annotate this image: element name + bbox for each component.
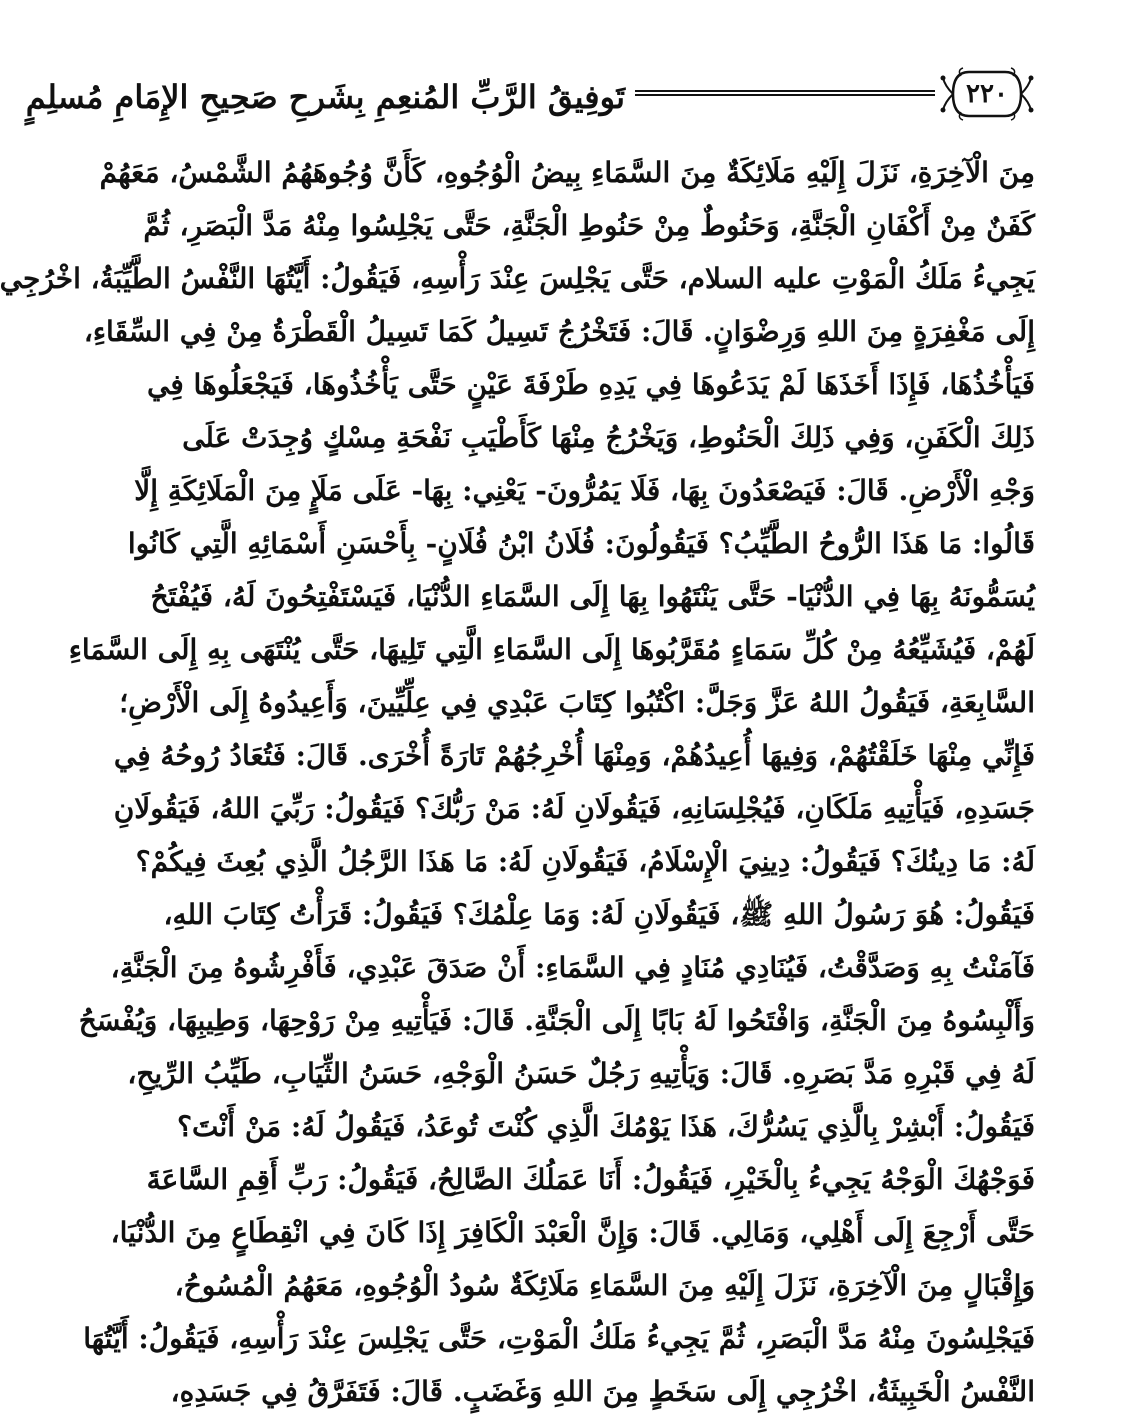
text-line: فَيَقُولُ: هُوَ رَسُولُ اللهِ ﷺ، فَيَقُولَانِ لَهُ: وَمَا عِلْمُكَ؟ فَيَقُولُ: قَرَأْتُ كِتَابَ اللهِ، <box>163 898 1035 931</box>
text-line: وَإِقْبَالٍ مِنَ الْآخِرَةِ، نَزَلَ إِلَيْهِ مِنَ السَّمَاءِ مَلَائِكَةٌ سُودُ الْوُجُوهِ، مَعَهُمُ الْمُسُوحُ، <box>174 1269 1035 1302</box>
text-line: السَّابِعَةِ، فَيَقُولُ اللهُ عَزَّ وَجَلَّ: اكْتُبُوا كِتَابَ عَبْدِي فِي عِلِّيِّينَ، وَأَعِيدُوهُ إِلَى الْأَرْضِ؛ <box>119 686 1035 719</box>
text-line: لَهُ: مَا دِينُكَ؟ فَيَقُولُ: دِينِيَ الْإِسْلَامُ، فَيَقُولَانِ لَهُ: مَا هَذَا الرَّجُلُ الَّذِي بُعِثَ فِيكُمْ؟ <box>135 845 1035 878</box>
text-line: إِلَى مَغْفِرَةٍ مِنَ اللهِ وَرِضْوَانٍ. قَالَ: فَتَخْرُجُ تَسِيلُ كَمَا تَسِيلُ الْقَطْرَةُ مِنْ فِي السِّقَاءِ، <box>83 315 1035 348</box>
main-text <box>0 146 1035 1408</box>
running-header <box>25 66 1047 130</box>
page-number-badge <box>939 66 1035 122</box>
text-line: فَإِنِّي مِنْهَا خَلَقْتُهُمْ، وَفِيهَا أُعِيدُهُمْ، وَمِنْهَا أُخْرِجُهُمْ تَارَةً أُخْرَى. قَالَ: فَتُعَادُ رُوحُهُ فِي <box>113 739 1035 772</box>
header-divider <box>635 90 935 96</box>
text-line: لَهُ فِي قَبْرِهِ مَدَّ بَصَرِهِ. قَالَ: وَيَأْتِيهِ رَجُلٌ حَسَنُ الْوَجْهِ، حَسَنُ الثِّيَابِ، طَيِّبُ الرِّيحِ، <box>127 1057 1035 1090</box>
text-line: فَآمَنْتُ بِهِ وَصَدَّقْتُ، فَيُنَادِي مُنَادٍ فِي السَّمَاءِ: أَنْ صَدَقَ عَبْدِي، فَأَفْرِشُوهُ مِنَ الْجَنَّةِ، <box>110 951 1035 984</box>
text-line: يَجِيءُ مَلَكُ الْمَوْتِ عليه السلام، حَتَّى يَجْلِسَ عِنْدَ رَأْسِهِ، فَيَقُولُ: أَيَّتُهَا النَّفْسُ الطَّيِّبَةُ، اخْرُجِي <box>0 262 1035 295</box>
book-title: تَوفِيقُ الرَّبِّ المُنعِمِ بِشَرحِ صَحِيحِ الإِمَامِ مُسلِمٍ <box>25 78 625 116</box>
text-line: كَفَنٌ مِنْ أَكْفَانِ الْجَنَّةِ، وَحَنُوطٌ مِنْ حَنُوطِ الْجَنَّةِ، حَتَّى يَجْلِسُوا مِنْهُ مَدَّ الْبَصَرِ، ثُمَّ <box>143 209 1035 242</box>
text-line: النَّفْسُ الْخَبِيثَةُ، اخْرُجِي إِلَى سَخَطٍ مِنَ اللهِ وَغَضَبٍ. قَالَ: فَتَفَرَّقُ فِي جَسَدِهِ، <box>170 1375 1035 1408</box>
text-line: حَتَّى أَرْجِعَ إِلَى أَهْلِي، وَمَالِي. قَالَ: وَإِنَّ الْعَبْدَ الْكَافِرَ إِذَا كَانَ فِي انْقِطَاعٍ مِنَ الدُّنْيَا، <box>110 1216 1035 1249</box>
text-line: فَوَجْهُكَ الْوَجْهُ يَجِيءُ بِالْخَيْرِ، فَيَقُولُ: أَنَا عَمَلُكَ الصَّالِحُ، فَيَقُولُ: رَبِّ أَقِمِ السَّاعَةَ <box>146 1163 1035 1196</box>
text-line: يُسَمُّونَهُ بِهَا فِي الدُّنْيَا- حَتَّى يَنْتَهُوا بِهَا إِلَى السَّمَاءِ الدُّنْيَا، فَيَسْتَفْتِحُونَ لَهُ، فَيُفْتَحُ <box>150 580 1035 613</box>
text-line: لَهُمْ، فَيُشَيِّعُهُ مِنْ كُلِّ سَمَاءٍ مُقَرَّبُوهَا إِلَى السَّمَاءِ الَّتِي تَلِيهَا، حَتَّى يُنْتَهَى بِهِ إِلَى السَّمَاءِ <box>68 633 1035 666</box>
text-line: جَسَدِهِ، فَيَأْتِيهِ مَلَكَانِ، فَيُجْلِسَانِهِ، فَيَقُولَانِ لَهُ: مَنْ رَبُّكَ؟ فَيَقُولُ: رَبِّيَ اللهُ، فَيَقُولَانِ <box>113 792 1035 825</box>
text-line: مِنَ الْآخِرَةِ، نَزَلَ إِلَيْهِ مَلَائِكَةٌ مِنَ السَّمَاءِ بِيضُ الْوُجُوهِ، كَأَنَّ وُجُوهَهُمُ الشَّمْسُ، مَعَهُمْ <box>99 156 1035 189</box>
text-line: ذَلِكَ الْكَفَنِ، وَفِي ذَلِكَ الْحَنُوطِ، وَيَخْرُجُ مِنْهَا كَأَطْيَبِ نَفْحَةِ مِسْكٍ وُجِدَتْ عَلَى <box>182 421 1035 454</box>
page-number: ٢٢٠ <box>966 79 1008 109</box>
text-line: قَالُوا: مَا هَذَا الرُّوحُ الطَّيِّبُ؟ فَيَقُولُونَ: فُلَانُ ابْنُ فُلَانٍ- بِأَحْسَنِ أَسْمَائِهِ الَّتِي كَانُوا <box>127 527 1035 560</box>
text-line: وَأَلْبِسُوهُ مِنَ الْجَنَّةِ، وَافْتَحُوا لَهُ بَابًا إِلَى الْجَنَّةِ. قَالَ: فَيَأْتِيهِ مِنْ رَوْحِهَا، وَطِيبِهَا، وَيُفْسَحُ <box>78 1004 1035 1037</box>
text-line: وَجْهِ الْأَرْضِ. قَالَ: فَيَصْعَدُونَ بِهَا، فَلَا يَمُرُّونَ- يَعْنِي: بِهَا- عَلَى مَلَإٍ مِنَ الْمَلَائِكَةِ إِلَّا <box>134 474 1035 507</box>
text-line: فَيَجْلِسُونَ مِنْهُ مَدَّ الْبَصَرِ، ثُمَّ يَجِيءُ مَلَكُ الْمَوْتِ، حَتَّى يَجْلِسَ عِنْدَ رَأْسِهِ، فَيَقُولُ: أَيَّتُهَا <box>83 1322 1035 1355</box>
text-line: فَيَأْخُذُهَا، فَإِذَا أَخَذَهَا لَمْ يَدَعُوهَا فِي يَدِهِ طَرْفَةَ عَيْنٍ حَتَّى يَأْخُذُوهَا، فَيَجْعَلُوهَا فِي <box>147 368 1035 401</box>
text-line: فَيَقُولُ: أَبْشِرْ بِالَّذِي يَسُرُّكَ، هَذَا يَوْمُكَ الَّذِي كُنْتَ تُوعَدُ، فَيَقُولُ لَهُ: مَنْ أَنْتَ؟ <box>177 1110 1035 1143</box>
